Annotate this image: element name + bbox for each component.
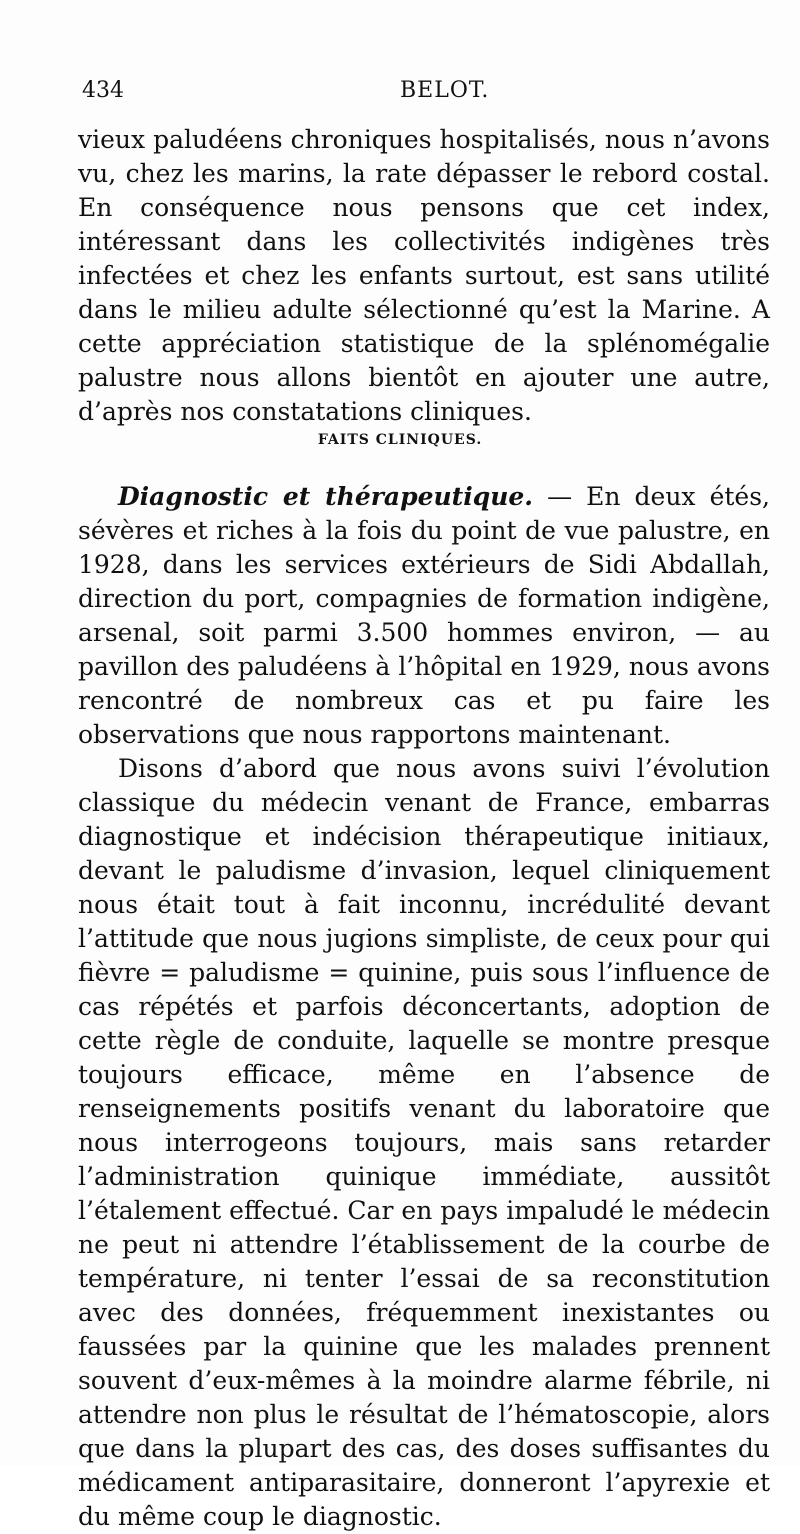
paragraph-diagnostic-text: — En deux étés, sévères et riches à la fois du point de vue palustre, en 1928, dans les services extérieurs de Sidi Abdallah, direction du port, compagnies de formation indigène, arsenal, soit parmi 3.500 hommes environ, — au pavillon des paludéens à l’hôpital en 1929, nous avons rencontré de nombreux cas et pu faire les observations que nous rapportons maintenant. xyxy=(78,482,770,749)
continued-paragraph: vieux paludéens chroniques hospitalisés, nous n’avons vu, chez les marins, la rate dépasser le rebord costal. En conséquence nous pensons que cet index, intéressant dans les collectivités indigènes très infectées et chez les enfants surtout, est sans utilité dans le milieu adulte sélectionné qu’est la Marine. A cette appréciation statistique de la splénomégalie palustre nous allons bientôt en ajouter une autre, d’après nos constatations cliniques. xyxy=(78,125,770,426)
continued-paragraph-block xyxy=(78,123,770,429)
run-in-heading: Diagnostic et thérapeutique. xyxy=(118,482,533,511)
paragraph-evolution: Disons d’abord que nous avons suivi l’évolution classique du médecin venant de France, embarras diagnostique et indécision thérapeutique initiaux, devant le paludisme d’invasion, lequel cliniquement nous était tout à fait inconnu, incrédulité devant l’attitude que nous jugions simpliste, de ceux pour qui fièvre = paludisme = quinine, puis sous l’influence de cas répétés et parfois déconcertants, adoption de cette règle de conduite, laquelle se montre presque toujours efficace, même en l’absence de renseignements positifs venant du laboratoire que nous interrogeons toujours, mais sans retarder l’administration quinique immédiate, aussitôt l’étalement effectué. Car en pays impaludé le médecin ne peut ni attendre l’établissement de la courbe de température, ni tenter l’essai de sa reconstitution avec des données, fréquemment inexistantes ou faussées par la quinine que les malades prennent souvent d’eux-mêmes à la moindre alarme fébrile, ni attendre non plus le résultat de l’hématoscopie, alors que dans la plupart des cas, des doses suffisantes du médicament antiparasitaire, donneront l’apyrexie et du même coup le diagnostic. xyxy=(78,754,770,1531)
page-number: 434 xyxy=(82,78,124,103)
paragraph-diagnostic xyxy=(78,480,770,752)
section-heading: FAITS CLINIQUES. xyxy=(317,432,483,448)
running-title: BELOT. xyxy=(400,78,490,103)
running-head xyxy=(82,78,722,108)
section-body xyxy=(78,480,770,1534)
